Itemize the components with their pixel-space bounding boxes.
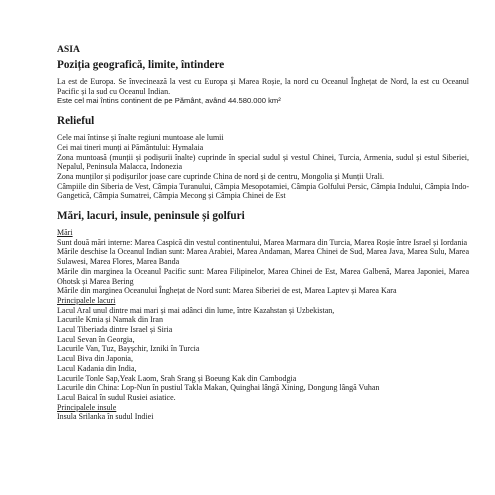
section-heading-relief: Relieful bbox=[57, 115, 95, 128]
lakes-line: Lacul Kadania din India, bbox=[57, 363, 137, 373]
relief-line: Cei mai tineri munți ai Pământului: Hymalaia bbox=[57, 142, 204, 152]
lakes-line: Lacul Sevan în Georgia, bbox=[57, 334, 135, 344]
lakes-line: Lacul Aral unul dintre mai mari și mai adânci din lume, între Kazahstan și Uzbekistan, bbox=[57, 305, 335, 315]
relief-line: Zona munților și podișurilor joase care cuprinde China de nord și de centru, Mongolia și Munții Urali. bbox=[57, 171, 385, 181]
seas-line: Mările din marginea la Oceanul Pacific sunt: Marea Filipinelor, Marea Chinei de Est, Marea Galbenă, Marea Japoniei, Marea Ohotsk și Marea Bering bbox=[57, 266, 469, 286]
document-title: ASIA bbox=[57, 44, 80, 55]
section-heading-seas-lakes: Mări, lacuri, insule, peninsule și golfuri bbox=[57, 210, 245, 223]
seas-line: Mările deschise la Oceanul Indian sunt: Marea Arabiei, Marea Andaman, Marea Chinei de Sud, Marea Java, Marea Sulu, Marea Sulawesi, Marea Flores, Marea Banda bbox=[57, 247, 469, 267]
lakes-line: Lacurile Kmia și Namak din Iran bbox=[57, 315, 163, 325]
lakes-line: Lacurile Tonle Sap,Yeak Laom, Srah Srang și Boeung Kak din Cambodgia bbox=[57, 373, 297, 383]
lakes-line: Lacurile Van, Tuz, Bayșchir, Izniki în Turcia bbox=[57, 344, 200, 354]
islands-line: Insula Srilanka în sudul Indiei bbox=[57, 412, 154, 422]
lakes-line: Lacul Biva din Japonia, bbox=[57, 354, 133, 364]
seas-line: Sunt două mări interne: Marea Caspică din vestul continentului, Marea Marmara din Turcia, Marea Roșie între Israel și Iordania bbox=[57, 237, 468, 247]
seas-line: Mările din marginea Oceanului Înghețat de Nord sunt: Marea Siberiei de est, Marea Laptev și Marea Kara bbox=[57, 286, 397, 296]
paragraph-area: Este cel mai întins continent de pe Pământ, având 44.580.000 km² bbox=[57, 96, 281, 106]
lakes-line: Lacul Baical în sudul Rusiei asiatice. bbox=[57, 392, 176, 402]
paragraph-neighbors: La est de Europa. Se învecinează la vest cu Europa și Marea Roșie, la nord cu Oceanul Înghețat de Nord, la est cu Oceanul Pacific și la sud cu Oceanul Indian. bbox=[57, 77, 469, 96]
subheading-seas: Mări bbox=[57, 228, 73, 238]
relief-line: Câmpiile din Siberia de Vest, Câmpia Turanului, Câmpia Mesopotamiei, Câmpia Golfului Persic, Câmpia Indului, Câmpia Indo-Gangetică, Câmpia Sumatrei, Câmpia Mecong și Câmpia Chinei de Est bbox=[57, 181, 469, 201]
section-heading-geography: Poziția geografică, limite, întindere bbox=[57, 59, 225, 71]
document-page bbox=[57, 44, 469, 422]
lakes-line: Lacurile din China: Lop-Nun în pustiul Takla Makan, Quinghai lângă Xining, Dongung lângă Vuhan bbox=[57, 383, 380, 393]
relief-line: Zona muntoasă (munții și podișurii înalte) cuprinde în special sudul și vestul Chinei, Turcia, Armenia, sudul și estul Siberiei, Nepalul, Peninsula Malacca, Indonezia bbox=[57, 152, 469, 172]
lakes-line: Lacul Tiberiada dintre Israel și Siria bbox=[57, 325, 173, 335]
relief-line: Cele mai întinse și înalte regiuni muntoase ale lumii bbox=[57, 133, 224, 143]
subheading-islands: Principalele insule bbox=[57, 402, 117, 412]
subheading-lakes: Principalele lacuri bbox=[57, 295, 116, 305]
